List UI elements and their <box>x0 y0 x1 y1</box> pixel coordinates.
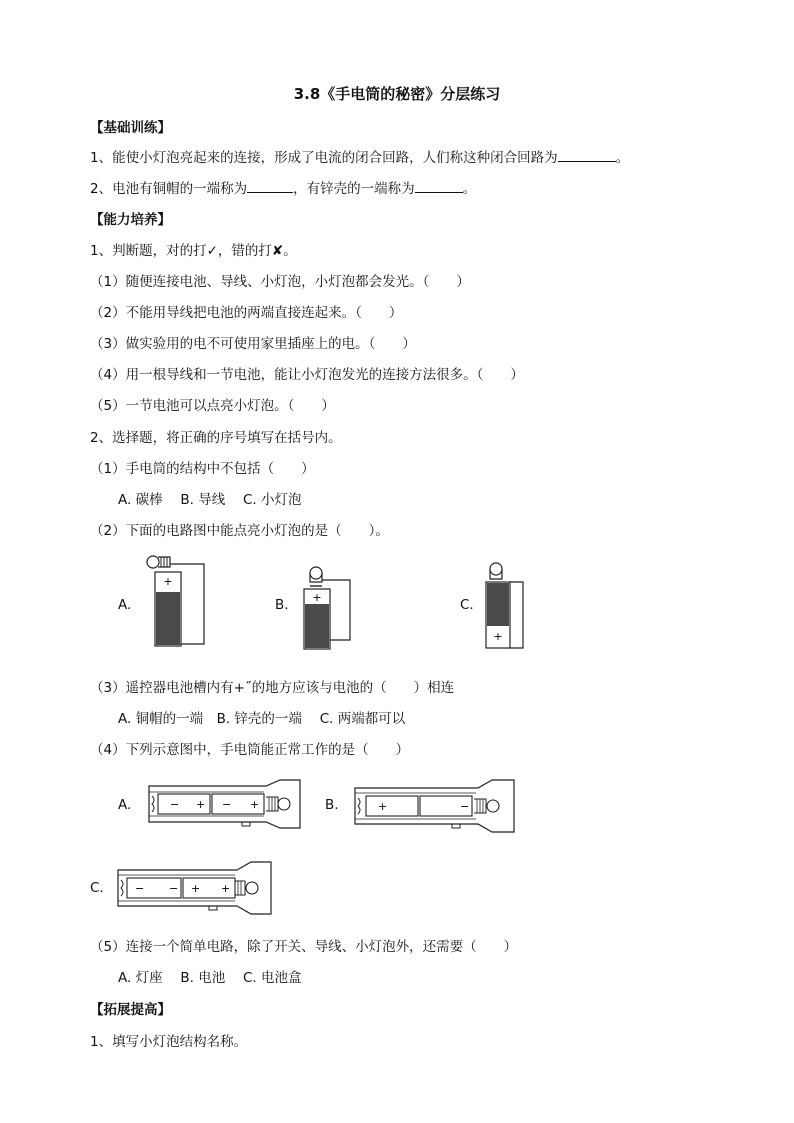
bulb-icon <box>490 563 502 579</box>
plus-sign: + <box>250 798 260 811</box>
minus-sign: − <box>169 882 179 895</box>
choice-q2: （2）下面的电路图中能点亮小灯泡的是（ ）。 <box>90 523 389 539</box>
choice-q5: （5）连接一个简单电路，除了开关、导线、小灯泡外，还需要（ ） <box>90 939 518 955</box>
answer-blank-1[interactable] <box>558 149 616 162</box>
plus-sign: + <box>163 575 173 588</box>
wire <box>510 582 523 648</box>
minus-sign: − <box>460 800 470 813</box>
basic-q1-end: 。 <box>615 150 630 166</box>
section-basic-heading: 【基础训练】 <box>90 120 171 136</box>
battery-fill <box>305 604 329 648</box>
basic-q2-text-b: ，有锌壳的一端称为 <box>293 181 415 197</box>
basic-question-1 <box>90 146 629 166</box>
choice-q5-options: A. 灯座 B. 电池 C. 电池盒 <box>118 970 302 986</box>
battery-shape <box>366 796 418 816</box>
circuit-c-label: C. <box>460 597 474 613</box>
judge-item-5: （5）一节电池可以点亮小灯泡。（ ） <box>90 398 335 414</box>
battery-fill <box>487 583 509 626</box>
basic-q2-text-a: 2、电池有铜帽的一端称为 <box>90 181 248 197</box>
judge-item-3: （3）做实验用的电不可使用家里插座上的电。（ ） <box>90 336 416 352</box>
answer-blank-3[interactable] <box>415 180 463 193</box>
choice-q3-options: A. 铜帽的一端 B. 锌壳的一端 C. 两端都可以 <box>118 711 406 727</box>
circuit-diagram-c <box>483 560 533 652</box>
bulb-icon <box>246 882 258 894</box>
plus-sign: + <box>312 591 322 604</box>
circuit-b-label: B. <box>275 597 289 613</box>
choice-q1: （1）手电筒的结构中不包括（ ） <box>90 461 315 477</box>
choice-title: 2、选择题，将正确的序号填写在括号内。 <box>90 430 342 446</box>
flashlight-c-label: C. <box>90 880 104 896</box>
plus-sign: + <box>378 800 388 813</box>
circuit-a-label: A. <box>118 597 132 613</box>
flashlight-diagram-b <box>352 778 518 834</box>
page-title: 3.8《手电筒的秘密》分层练习 <box>293 85 501 103</box>
flashlight-diagram-c <box>115 860 273 916</box>
section-extend-heading: 【拓展提高】 <box>90 1002 171 1018</box>
minus-sign: − <box>170 798 180 811</box>
judge-item-1: （1）随便连接电池、导线、小灯泡，小灯泡都会发光。（ ） <box>90 274 470 290</box>
choice-q4: （4）下列示意图中，手电筒能正常工作的是（ ） <box>90 742 410 758</box>
circuit-diagram-a <box>140 552 220 650</box>
basic-q1-text: 1、能使小灯泡亮起来的连接，形成了电流的闭合回路，人们称这种闭合回路为 <box>90 150 558 166</box>
plus-sign: + <box>221 882 231 895</box>
answer-blank-2[interactable] <box>247 180 293 193</box>
bulb-icon <box>147 556 170 568</box>
basic-q2-end: 。 <box>462 181 477 197</box>
choice-q1-options: A. 碳棒 B. 导线 C. 小灯泡 <box>118 492 302 508</box>
minus-sign: − <box>222 798 232 811</box>
bulb-icon <box>278 798 290 810</box>
minus-sign: − <box>135 882 145 895</box>
flashlight-b-label: B. <box>325 797 339 813</box>
plus-sign: + <box>196 798 206 811</box>
flashlight-a-label: A. <box>118 797 132 813</box>
choice-q3: （3）遥控器电池槽内有+˝的地方应该与电池的（ ）相连 <box>90 680 455 696</box>
judge-title: 1、判断题，对的打✓，错的打✘。 <box>90 243 297 259</box>
flashlight-diagram-a <box>146 778 302 830</box>
extend-question-1: 1、填写小灯泡结构名称。 <box>90 1034 248 1050</box>
judge-item-4: （4）用一根导线和一节电池，能让小灯泡发光的连接方法很多。（ ） <box>90 367 524 383</box>
bulb-icon <box>487 800 499 812</box>
judge-item-2: （2）不能用导线把电池的两端直接连起来。（ ） <box>90 305 403 321</box>
bulb-icon <box>310 567 322 586</box>
battery-fill <box>156 592 180 645</box>
circuit-diagram-b <box>298 558 368 652</box>
plus-sign: + <box>493 630 503 643</box>
basic-question-2 <box>90 177 476 197</box>
plus-sign: + <box>191 882 201 895</box>
section-ability-heading: 【能力培养】 <box>90 212 171 228</box>
